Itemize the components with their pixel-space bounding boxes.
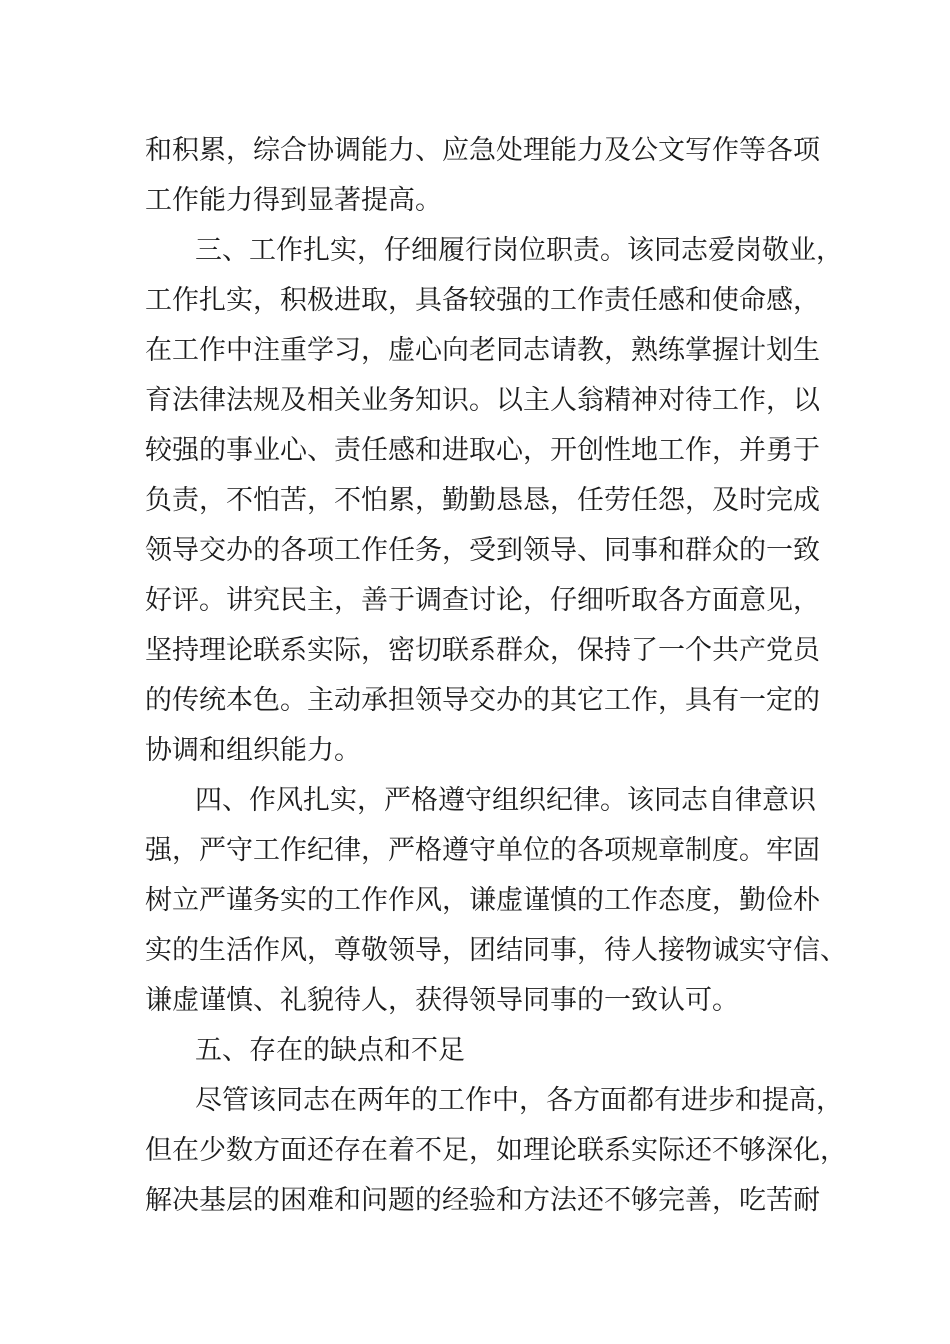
section-heading-line: 五、存在的缺点和不足	[195, 1035, 465, 1066]
text-line: 协调和组织能力。	[145, 735, 361, 766]
section-heading-line: 三、工作扎实，仔细履行岗位职责。该同志爱岗敬业，	[195, 235, 843, 266]
document-body	[145, 126, 847, 1226]
text-line: 谦虚谨慎、礼貌待人，获得领导同事的一致认可。	[145, 985, 739, 1016]
text-line: 育法律法规及相关业务知识。以主人翁精神对待工作，以	[145, 385, 820, 416]
text-line: 工作扎实，积极进取，具备较强的工作责任感和使命感，	[145, 285, 820, 316]
text-line: 强，严守工作纪律，严格遵守单位的各项规章制度。牢固	[145, 835, 820, 866]
text-line: 尽管该同志在两年的工作中，各方面都有进步和提高，	[195, 1085, 843, 1116]
text-line: 和积累，综合协调能力、应急处理能力及公文写作等各项	[145, 135, 820, 166]
text-line: 较强的事业心、责任感和进取心，开创性地工作，并勇于	[145, 435, 820, 466]
text-line: 负责，不怕苦，不怕累，勤勤恳恳，任劳任怨，及时完成	[145, 485, 820, 516]
text-line: 实的生活作风，尊敬领导，团结同事，待人接物诚实守信、	[145, 935, 847, 966]
text-line: 坚持理论联系实际，密切联系群众，保持了一个共产党员	[145, 635, 820, 666]
text-line: 在工作中注重学习，虚心向老同志请教，熟练掌握计划生	[145, 335, 820, 366]
text-line: 的传统本色。主动承担领导交办的其它工作，具有一定的	[145, 685, 820, 716]
text-line: 但在少数方面还存在着不足，如理论联系实际还不够深化，	[145, 1135, 847, 1166]
text-line: 领导交办的各项工作任务，受到领导、同事和群众的一致	[145, 535, 820, 566]
text-line: 工作能力得到显著提高。	[145, 185, 442, 216]
text-line: 树立严谨务实的工作作风，谦虚谨慎的工作态度，勤俭朴	[145, 885, 820, 916]
text-line: 解决基层的困难和问题的经验和方法还不够完善，吃苦耐	[145, 1185, 820, 1216]
text-line: 好评。讲究民主，善于调查讨论，仔细听取各方面意见，	[145, 585, 820, 616]
section-heading-line: 四、作风扎实，严格遵守组织纪律。该同志自律意识	[195, 785, 816, 816]
